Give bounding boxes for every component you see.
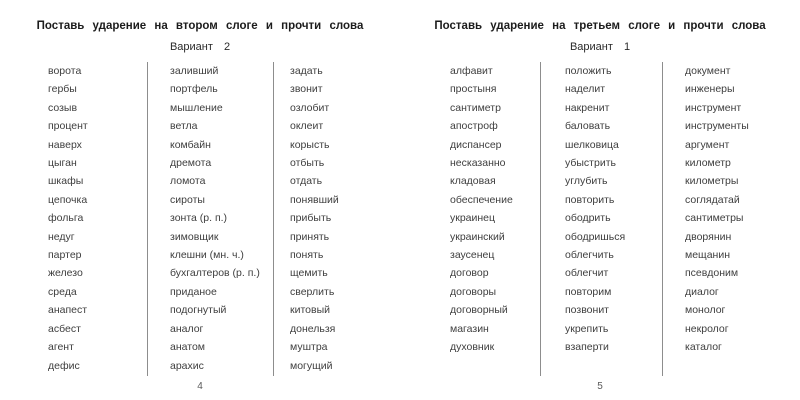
word-item: сироты: [170, 193, 205, 206]
word-item: комбайн: [170, 138, 211, 151]
word-item: оклеит: [290, 120, 324, 133]
word-item: арахис: [170, 359, 204, 372]
word-item: звонит: [290, 83, 323, 96]
word-column-2: [540, 62, 662, 376]
word-item: корысть: [290, 138, 330, 151]
word-item: диспансер: [450, 138, 502, 151]
word-item: повторим: [565, 285, 612, 298]
word-item: несказанно: [450, 157, 506, 170]
word-column-2: [147, 62, 273, 376]
word-item: договоры: [450, 285, 497, 298]
word-item: дефис: [48, 359, 80, 372]
page-title: Поставь ударение на втором слоге и прочти слова: [36, 20, 364, 32]
word-item: обеспечение: [450, 193, 513, 206]
word-column-1: [0, 62, 147, 376]
word-item: алфавит: [450, 65, 493, 77]
word-item: задать: [290, 65, 323, 77]
variant-label: Вариант 1: [569, 41, 631, 53]
word-item: фольга: [48, 212, 84, 225]
word-item: процент: [48, 120, 88, 133]
word-item: ломота: [170, 175, 206, 188]
word-item: китовый: [290, 304, 330, 317]
word-item: убыстрить: [565, 157, 616, 170]
word-item: среда: [48, 285, 77, 298]
word-item: принять: [290, 230, 330, 243]
word-item: озлобит: [290, 101, 330, 114]
word-item: недуг: [48, 230, 75, 243]
word-item: подогнутый: [170, 304, 227, 317]
word-item: заливший: [170, 65, 219, 77]
word-item: магазин: [450, 322, 489, 335]
word-item: асбест: [48, 322, 81, 335]
word-item: апостроф: [450, 120, 498, 133]
word-item: укрепить: [565, 322, 609, 335]
word-item: инженеры: [685, 83, 735, 96]
word-item: документ: [685, 65, 731, 77]
word-item: монолог: [685, 304, 726, 317]
word-item: баловать: [565, 120, 611, 133]
variant-label: Вариант 2: [169, 41, 231, 53]
word-item: ободрить: [565, 212, 611, 225]
word-item: шелковица: [565, 138, 619, 151]
word-item: углубить: [565, 175, 608, 188]
page-title: Поставь ударение на третьем слоге и прочти слова: [434, 20, 766, 32]
word-item: понявший: [290, 193, 339, 206]
word-item: кладовая: [450, 175, 496, 188]
word-item: сантиметры: [685, 212, 744, 225]
word-item: инструмент: [685, 101, 742, 114]
word-item: украинец: [450, 212, 496, 225]
word-item: сантиметр: [450, 101, 501, 114]
word-item: инструменты: [685, 120, 749, 133]
word-item: щемить: [290, 267, 328, 280]
word-item: созыв: [48, 101, 78, 114]
word-item: духовник: [450, 341, 495, 354]
word-item: прибыть: [290, 212, 332, 225]
word-item: псевдоним: [685, 267, 739, 280]
word-item: наверх: [48, 138, 82, 151]
word-item: сверлить: [290, 285, 335, 298]
word-item: ободришься: [565, 230, 626, 243]
word-item: каталог: [685, 341, 722, 354]
word-item: наделит: [565, 83, 606, 96]
word-item: железо: [48, 267, 83, 280]
word-item: клешни (мн. ч.): [170, 249, 244, 262]
word-item: анапест: [48, 304, 88, 317]
word-column-3: [273, 62, 400, 376]
word-item: могущий: [290, 359, 333, 372]
word-item: мышление: [170, 101, 223, 114]
word-item: цепочка: [48, 193, 88, 206]
word-item: зимовщик: [170, 230, 219, 243]
word-item: партер: [48, 249, 82, 262]
word-item: анатом: [170, 341, 205, 354]
word-item: облегчит: [565, 267, 609, 280]
word-item: положить: [565, 65, 612, 77]
word-item: отбыть: [290, 157, 325, 170]
word-item: бухгалтеров (р. п.): [170, 267, 260, 280]
word-column-3: [662, 62, 800, 376]
word-item: соглядатай: [685, 193, 740, 206]
page-number: 4: [197, 381, 203, 392]
word-item: донельзя: [290, 322, 336, 335]
word-columns: [400, 62, 800, 376]
page-number: 5: [597, 381, 603, 392]
word-item: аналог: [170, 322, 204, 335]
word-item: гербы: [48, 83, 77, 96]
word-item: шкафы: [48, 175, 84, 188]
word-item: договор: [450, 267, 489, 280]
word-column-1: [400, 62, 540, 376]
word-item: километры: [685, 175, 739, 188]
word-item: повторить: [565, 193, 615, 206]
word-item: понять: [290, 249, 324, 262]
word-item: диалог: [685, 285, 719, 298]
word-item: облегчить: [565, 249, 614, 262]
word-item: украинский: [450, 230, 505, 243]
word-item: дворянин: [685, 230, 732, 243]
word-item: портфель: [170, 83, 218, 96]
word-item: аргумент: [685, 138, 730, 151]
word-item: заусенец: [450, 249, 495, 262]
word-item: ворота: [48, 65, 82, 77]
word-item: некролог: [685, 322, 729, 335]
word-item: зонта (р. п.): [170, 212, 228, 225]
word-item: цыган: [48, 157, 77, 170]
word-item: дремота: [170, 157, 212, 170]
page-right: [400, 0, 800, 400]
word-item: муштра: [290, 341, 328, 354]
word-item: приданое: [170, 285, 217, 298]
word-item: отдать: [290, 175, 323, 188]
word-item: ветла: [170, 120, 198, 133]
word-item: позвонит: [565, 304, 609, 317]
word-item: простыня: [450, 83, 497, 96]
word-item: взаперти: [565, 341, 609, 354]
word-item: километр: [685, 157, 731, 170]
word-item: агент: [48, 341, 74, 354]
word-item: договорный: [450, 304, 508, 317]
word-columns: [0, 62, 400, 376]
word-item: мещанин: [685, 249, 730, 262]
word-item: накренит: [565, 101, 610, 114]
